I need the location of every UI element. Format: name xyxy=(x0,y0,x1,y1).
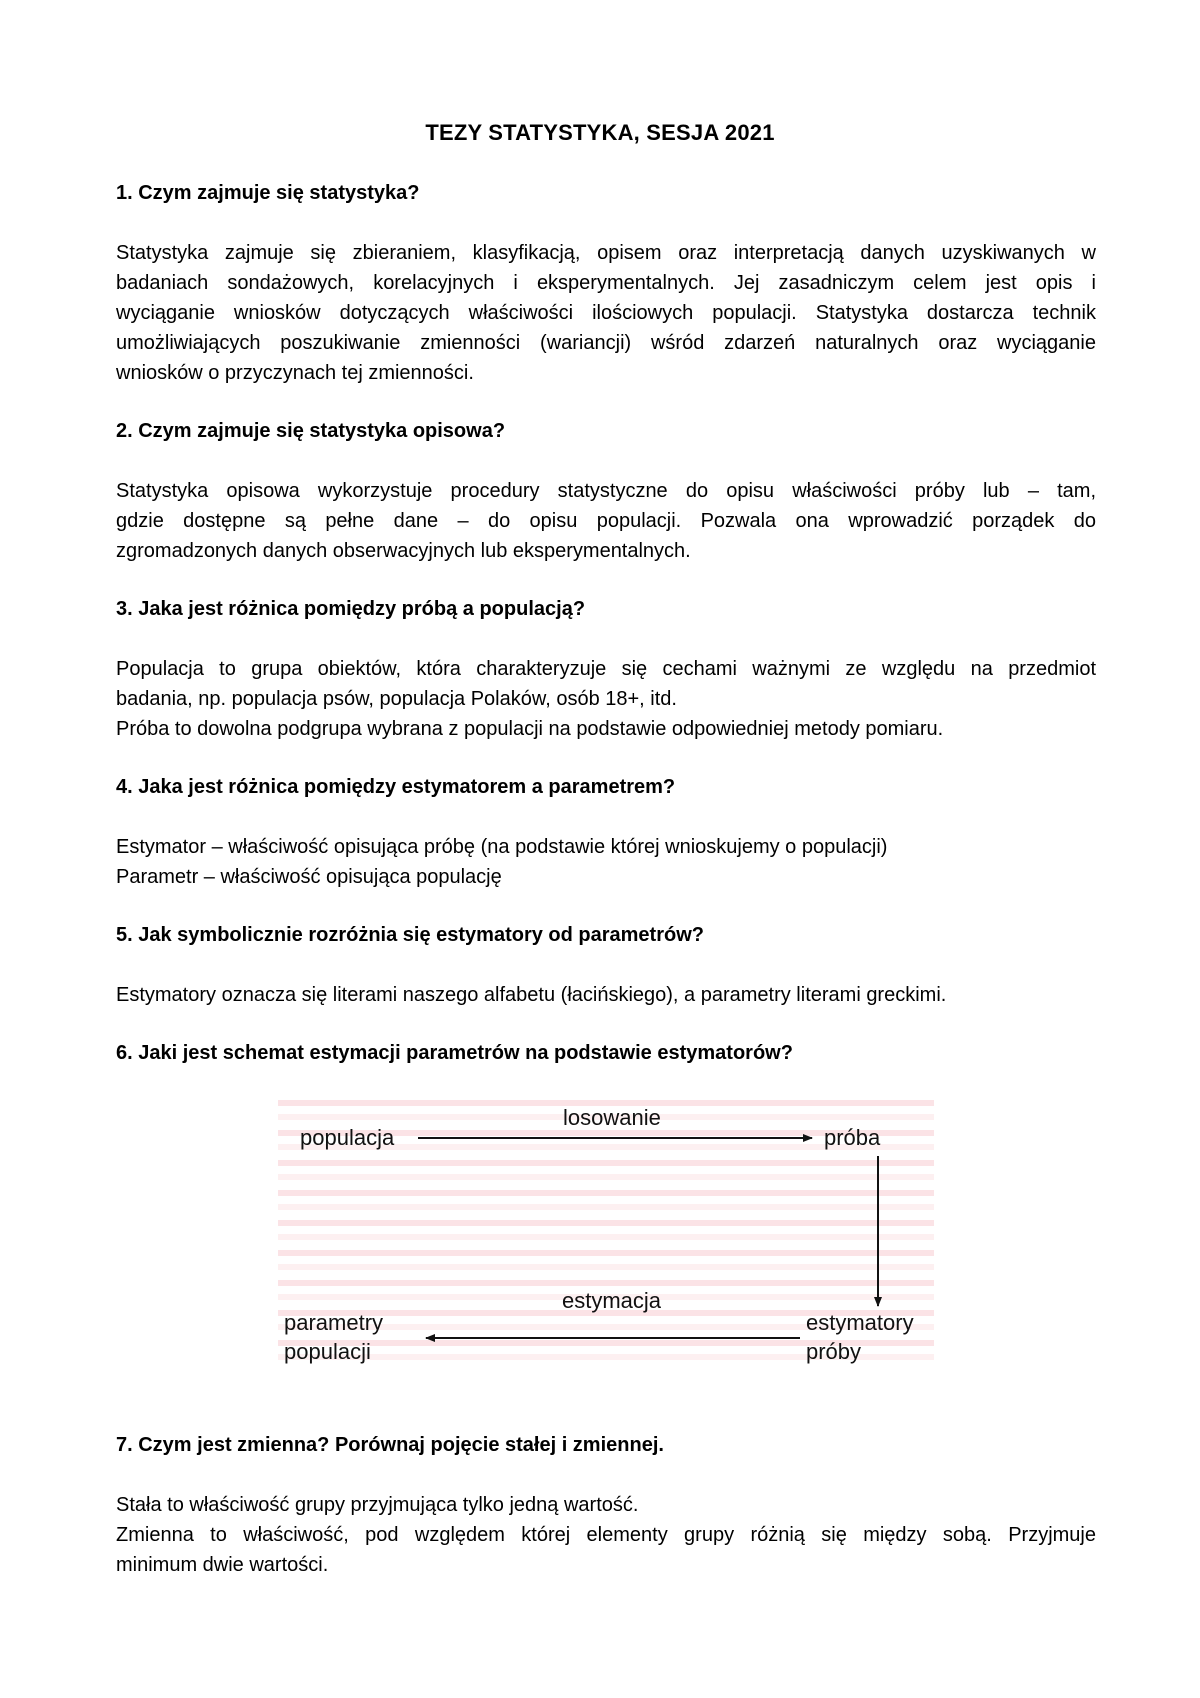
answer-1-line: wniosków o przyczynach tej zmienności. xyxy=(116,362,474,384)
question-2: 2. Czym zajmuje się statystyka opisowa? xyxy=(116,420,506,442)
answer-7-line: Zmienna to właściwość, pod względem której elementy grupy różnią się między sobą. Przyjmuje xyxy=(116,1524,1096,1546)
answer-1-line: Statystyka zajmuje się zbieraniem, klasyfikacją, opisem oraz interpretacją danych uzyskiwanych w xyxy=(116,242,1096,264)
answer-1-line: badaniach sondażowych, korelacyjnych i eksperymentalnych. Jej zasadniczym celem jest opis i xyxy=(116,272,1096,294)
answer-3-line: Populacja to grupa obiektów, która charakteryzuje się cechami ważnymi ze względu na przedmiot xyxy=(116,658,1096,680)
answer-5 xyxy=(116,980,1096,1010)
answer-3 xyxy=(116,654,1096,744)
answer-1-line: umożliwiających poszukiwanie zmienności (wariancji) wśród zdarzeń naturalnych oraz wyciąganie xyxy=(116,332,1096,354)
answer-4 xyxy=(116,832,1096,892)
sample-label: próba xyxy=(824,1125,881,1150)
estimation-diagram-svg xyxy=(278,1100,934,1370)
answer-1-line: wyciąganie wniosków dotyczących właściwości ilościowych populacji. Statystyka dostarcza technik xyxy=(116,302,1096,324)
estimation-diagram xyxy=(278,1100,934,1370)
answer-3-line: Próba to dowolna podgrupa wybrana z populacji na podstawie odpowiedniej metody pomiaru. xyxy=(116,718,944,740)
estimators-label-line1: estymatory xyxy=(806,1310,914,1335)
question-6: 6. Jaki jest schemat estymacji parametrów na podstawie estymatorów? xyxy=(116,1042,793,1064)
answer-2-line: gdzie dostępne są pełne dane – do opisu populacji. Pozwala ona wprowadzić porządek do xyxy=(116,510,1096,532)
population-label: populacja xyxy=(300,1125,395,1150)
parameters-label-line2: populacji xyxy=(284,1339,371,1364)
answer-2-line: zgromadzonych danych obserwacyjnych lub eksperymentalnych. xyxy=(116,540,691,562)
answer-7 xyxy=(116,1490,1096,1580)
estimators-label-line2: próby xyxy=(806,1339,862,1364)
question-3: 3. Jaka jest różnica pomiędzy próbą a populacją? xyxy=(116,598,586,620)
answer-2 xyxy=(116,476,1096,566)
answer-3-line: badania, np. populacja psów, populacja Polaków, osób 18+, itd. xyxy=(116,688,677,710)
answer-7-line: Stała to właściwość grupy przyjmująca tylko jedną wartość. xyxy=(116,1494,639,1516)
question-1: 1. Czym zajmuje się statystyka? xyxy=(116,182,420,204)
answer-1 xyxy=(116,238,1096,388)
question-7: 7. Czym jest zmienna? Porównaj pojęcie stałej i zmiennej. xyxy=(116,1434,664,1456)
question-4: 4. Jaka jest różnica pomiędzy estymatorem a parametrem? xyxy=(116,776,676,798)
answer-5-line: Estymatory oznacza się literami naszego alfabetu (łacińskiego), a parametry literami greckimi. xyxy=(116,984,947,1006)
parameters-label-line1: parametry xyxy=(284,1310,384,1335)
question-5: 5. Jak symbolicznie rozróżnia się estymatory od parametrów? xyxy=(116,924,704,946)
answer-4-line: Estymator – właściwość opisująca próbę (na podstawie której wnioskujemy o populacji) xyxy=(116,836,888,858)
document-title: TEZY STATYSTYKA, SESJA 2021 xyxy=(425,120,775,145)
sampling-label: losowanie xyxy=(563,1105,661,1130)
estimation-label: estymacja xyxy=(562,1288,662,1313)
answer-2-line: Statystyka opisowa wykorzystuje procedury statystyczne do opisu właściwości próby lub – tam, xyxy=(116,480,1096,502)
answer-7-line: minimum dwie wartości. xyxy=(116,1554,329,1576)
answer-4-line: Parametr – właściwość opisująca populację xyxy=(116,866,502,888)
